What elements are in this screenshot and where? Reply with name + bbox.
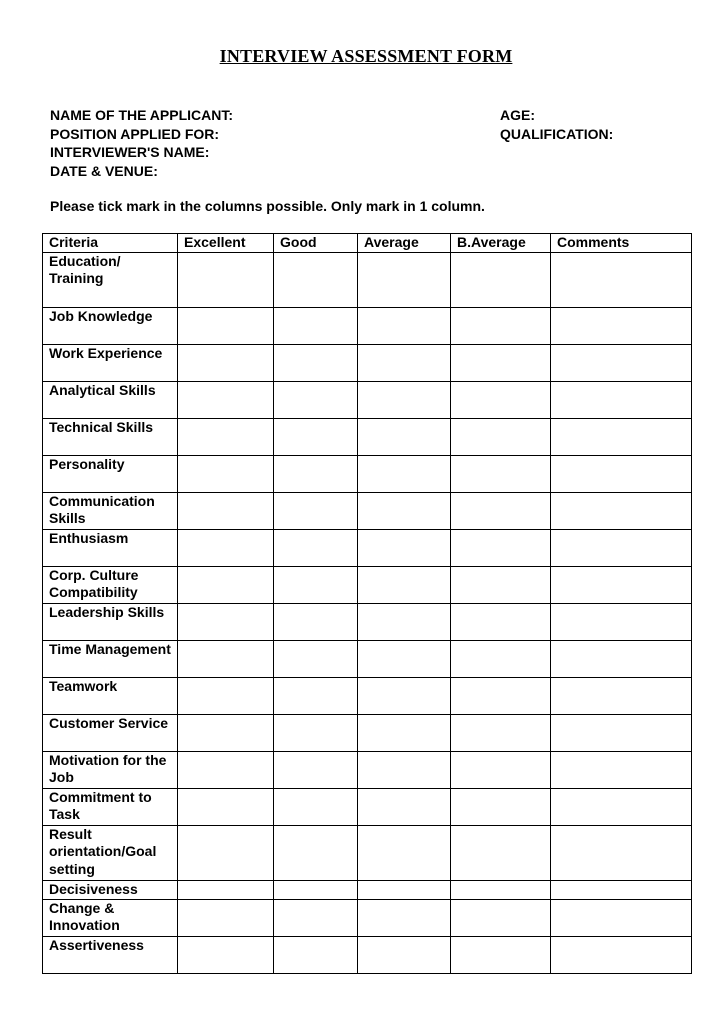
table-row — [43, 880, 692, 899]
excellent-cell[interactable] — [178, 936, 274, 973]
excellent-cell[interactable] — [178, 714, 274, 751]
criterion-label: Technical Skills — [43, 418, 178, 455]
criterion-label: Analytical Skills — [43, 381, 178, 418]
header-excellent: Excellent — [178, 234, 274, 253]
table-row — [43, 252, 692, 307]
table-row — [43, 788, 692, 825]
good-cell[interactable] — [274, 492, 358, 529]
criterion-label: Communication Skills — [43, 492, 178, 529]
comments-cell[interactable] — [551, 418, 692, 455]
table-row — [43, 677, 692, 714]
header-comments: Comments — [551, 234, 692, 253]
below-average-cell[interactable] — [451, 492, 551, 529]
good-cell[interactable] — [274, 252, 358, 307]
table-row — [43, 751, 692, 788]
table-row — [43, 307, 692, 344]
criterion-label: Leadership Skills — [43, 603, 178, 640]
average-cell[interactable] — [358, 418, 451, 455]
below-average-cell[interactable] — [451, 825, 551, 880]
header-average: Average — [358, 234, 451, 253]
criterion-label: Education/ Training — [43, 252, 178, 307]
excellent-cell[interactable] — [178, 492, 274, 529]
table-row — [43, 492, 692, 529]
excellent-cell[interactable] — [178, 307, 274, 344]
good-cell[interactable] — [274, 825, 358, 880]
criterion-label: Decisiveness — [43, 880, 178, 899]
comments-cell[interactable] — [551, 566, 692, 603]
criterion-label: Work Experience — [43, 344, 178, 381]
criterion-label: Change & Innovation — [43, 899, 178, 936]
average-cell[interactable] — [358, 344, 451, 381]
excellent-cell[interactable] — [178, 880, 274, 899]
average-cell[interactable] — [358, 936, 451, 973]
comments-cell[interactable] — [551, 751, 692, 788]
criterion-label: Motivation for the Job — [43, 751, 178, 788]
table-row — [43, 566, 692, 603]
criterion-label: Result orientation/Goal setting — [43, 825, 178, 880]
comments-cell[interactable] — [551, 252, 692, 307]
header-criteria: Criteria — [43, 234, 178, 253]
applicant-fields — [50, 106, 233, 180]
excellent-cell[interactable] — [178, 751, 274, 788]
comments-cell[interactable] — [551, 529, 692, 566]
criterion-label: Time Management — [43, 640, 178, 677]
table-row — [43, 936, 692, 973]
table-row — [43, 714, 692, 751]
below-average-cell[interactable] — [451, 640, 551, 677]
good-cell[interactable] — [274, 714, 358, 751]
table-row — [43, 344, 692, 381]
table-header-row — [43, 234, 692, 253]
average-cell[interactable] — [358, 603, 451, 640]
average-cell[interactable] — [358, 899, 451, 936]
comments-cell[interactable] — [551, 344, 692, 381]
good-cell[interactable] — [274, 307, 358, 344]
below-average-cell[interactable] — [451, 788, 551, 825]
excellent-cell[interactable] — [178, 455, 274, 492]
interviewer-name-label: INTERVIEWER'S NAME: — [50, 144, 210, 160]
good-cell[interactable] — [274, 677, 358, 714]
criterion-label: Teamwork — [43, 677, 178, 714]
excellent-cell[interactable] — [178, 418, 274, 455]
below-average-cell[interactable] — [451, 529, 551, 566]
below-average-cell[interactable] — [451, 418, 551, 455]
qualification-label: QUALIFICATION: — [500, 125, 614, 142]
criterion-label: Corp. Culture Compatibility — [43, 566, 178, 603]
comments-cell[interactable] — [551, 640, 692, 677]
comments-cell[interactable] — [551, 307, 692, 344]
average-cell[interactable] — [358, 307, 451, 344]
applicant-fields-right — [500, 106, 613, 143]
table-row — [43, 603, 692, 640]
table-row — [43, 825, 692, 880]
comments-cell[interactable] — [551, 936, 692, 973]
table-row — [43, 529, 692, 566]
position-applied-label: POSITION APPLIED FOR: — [50, 125, 220, 142]
comments-cell[interactable] — [551, 492, 692, 529]
criterion-label: Customer Service — [43, 714, 178, 751]
average-cell[interactable] — [358, 566, 451, 603]
average-cell[interactable] — [358, 751, 451, 788]
average-cell[interactable] — [358, 788, 451, 825]
below-average-cell[interactable] — [451, 566, 551, 603]
comments-cell[interactable] — [551, 825, 692, 880]
comments-cell[interactable] — [551, 381, 692, 418]
average-cell[interactable] — [358, 381, 451, 418]
average-cell[interactable] — [358, 714, 451, 751]
below-average-cell[interactable] — [451, 603, 551, 640]
good-cell[interactable] — [274, 418, 358, 455]
good-cell[interactable] — [274, 936, 358, 973]
date-venue-label: DATE & VENUE: — [50, 162, 158, 179]
below-average-cell[interactable] — [451, 714, 551, 751]
applicant-name-label: NAME OF THE APPLICANT: — [50, 107, 234, 123]
criterion-label: Assertiveness — [43, 936, 178, 973]
age-label: AGE: — [500, 107, 535, 123]
comments-cell[interactable] — [551, 455, 692, 492]
good-cell[interactable] — [274, 344, 358, 381]
average-cell[interactable] — [358, 880, 451, 899]
average-cell[interactable] — [358, 455, 451, 492]
good-cell[interactable] — [274, 381, 358, 418]
excellent-cell[interactable] — [178, 640, 274, 677]
below-average-cell[interactable] — [451, 936, 551, 973]
table-row — [43, 418, 692, 455]
good-cell[interactable] — [274, 751, 358, 788]
header-good: Good — [274, 234, 358, 253]
good-cell[interactable] — [274, 566, 358, 603]
excellent-cell[interactable] — [178, 344, 274, 381]
table-row — [43, 455, 692, 492]
comments-cell[interactable] — [551, 899, 692, 936]
average-cell[interactable] — [358, 529, 451, 566]
below-average-cell[interactable] — [451, 381, 551, 418]
criterion-label: Personality — [43, 455, 178, 492]
average-cell[interactable] — [358, 252, 451, 307]
table-row — [43, 899, 692, 936]
average-cell[interactable] — [358, 640, 451, 677]
below-average-cell[interactable] — [451, 880, 551, 899]
good-cell[interactable] — [274, 880, 358, 899]
good-cell[interactable] — [274, 788, 358, 825]
average-cell[interactable] — [358, 825, 451, 880]
comments-cell[interactable] — [551, 788, 692, 825]
good-cell[interactable] — [274, 455, 358, 492]
below-average-cell[interactable] — [451, 307, 551, 344]
good-cell[interactable] — [274, 603, 358, 640]
good-cell[interactable] — [274, 640, 358, 677]
header-below-average: B.Average — [451, 234, 551, 253]
comments-cell[interactable] — [551, 677, 692, 714]
below-average-cell[interactable] — [451, 252, 551, 307]
comments-cell[interactable] — [551, 603, 692, 640]
table-row — [43, 381, 692, 418]
comments-cell[interactable] — [551, 714, 692, 751]
excellent-cell[interactable] — [178, 825, 274, 880]
excellent-cell[interactable] — [178, 899, 274, 936]
instruction-text: Please tick mark in the columns possible. Only mark in 1 column. — [50, 198, 485, 214]
average-cell[interactable] — [358, 492, 451, 529]
excellent-cell[interactable] — [178, 677, 274, 714]
good-cell[interactable] — [274, 529, 358, 566]
criterion-label: Job Knowledge — [43, 307, 178, 344]
below-average-cell[interactable] — [451, 455, 551, 492]
assessment-table — [42, 233, 692, 974]
below-average-cell[interactable] — [451, 344, 551, 381]
below-average-cell[interactable] — [451, 899, 551, 936]
excellent-cell[interactable] — [178, 529, 274, 566]
good-cell[interactable] — [274, 899, 358, 936]
excellent-cell[interactable] — [178, 252, 274, 307]
criterion-label: Commitment to Task — [43, 788, 178, 825]
excellent-cell[interactable] — [178, 603, 274, 640]
excellent-cell[interactable] — [178, 566, 274, 603]
excellent-cell[interactable] — [178, 381, 274, 418]
average-cell[interactable] — [358, 677, 451, 714]
table-row — [43, 640, 692, 677]
form-title: INTERVIEW ASSESSMENT FORM — [219, 46, 513, 66]
criterion-label: Enthusiasm — [43, 529, 178, 566]
comments-cell[interactable] — [551, 880, 692, 899]
below-average-cell[interactable] — [451, 677, 551, 714]
excellent-cell[interactable] — [178, 788, 274, 825]
below-average-cell[interactable] — [451, 751, 551, 788]
